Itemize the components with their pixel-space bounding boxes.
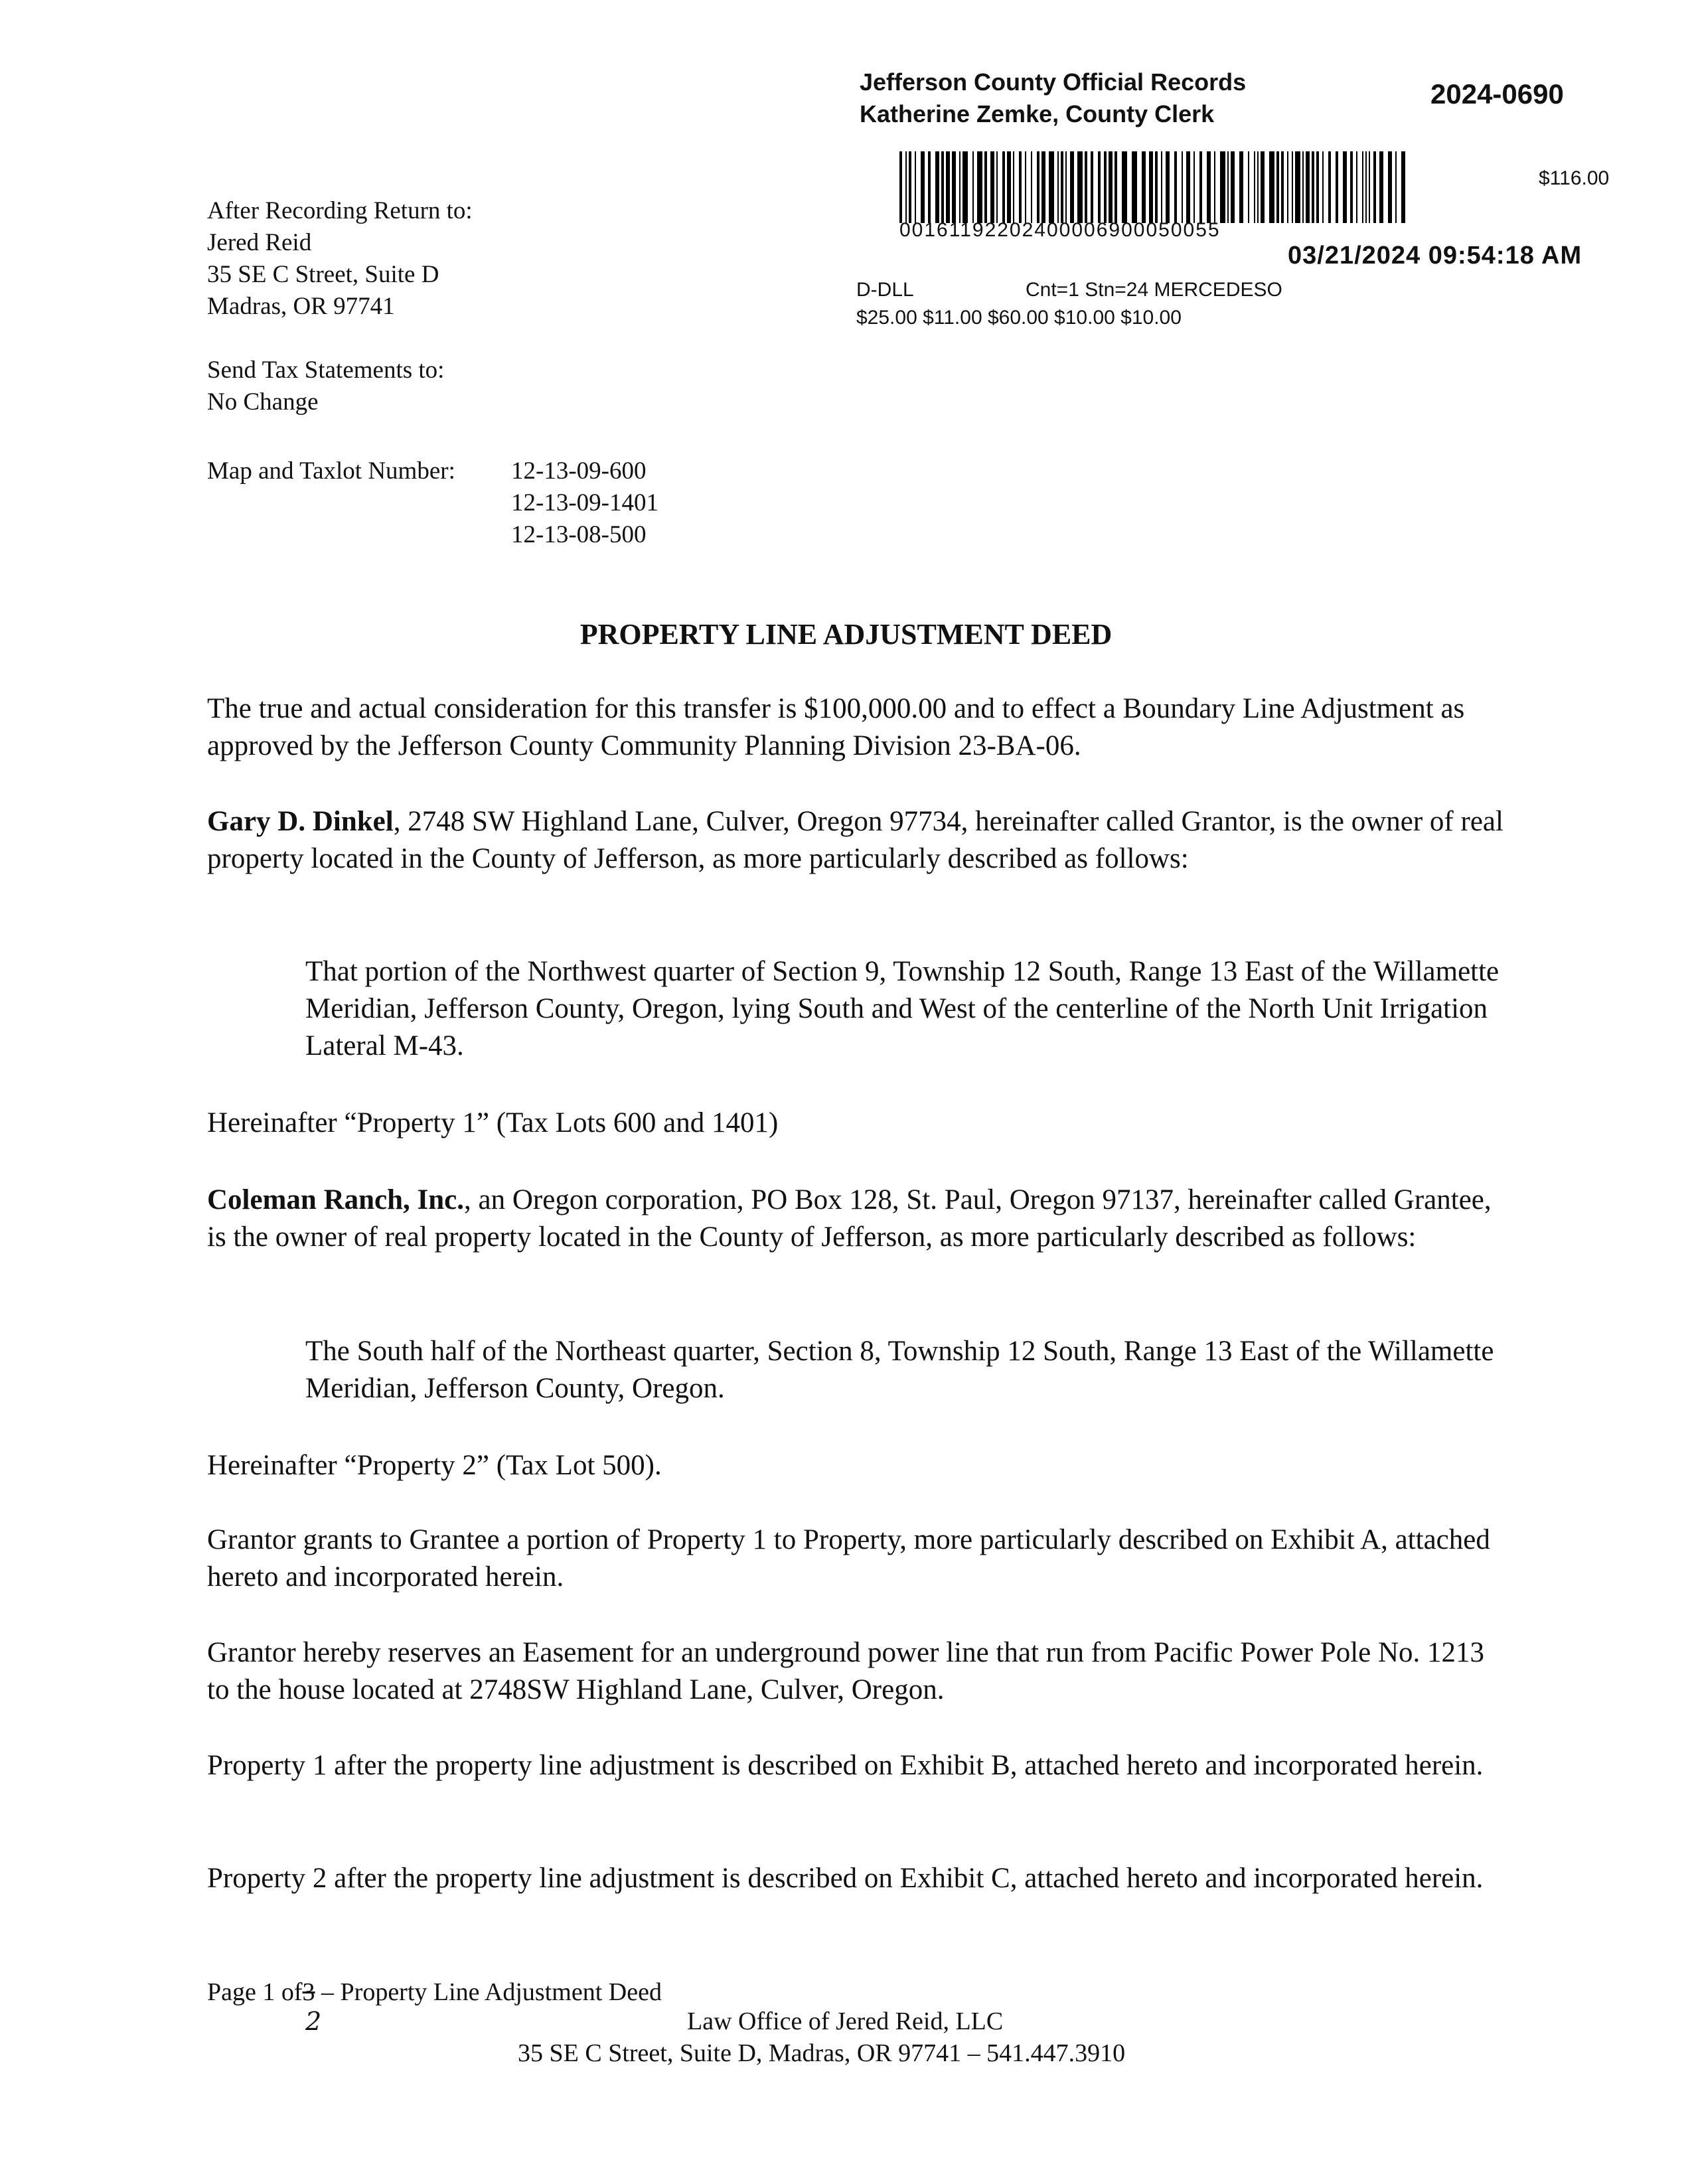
- barcode-bar: [1388, 151, 1392, 223]
- barcode-bar: [1193, 151, 1195, 223]
- easement-paragraph: Grantor hereby reserves an Easement for an underground power line that run from Pacific Power Pole No. 1213 to the house located at 2748SW Highland Lane, Culver, Oregon.: [207, 1637, 1485, 1705]
- barcode-bar: [1002, 151, 1005, 223]
- barcode-bar: [1091, 151, 1093, 223]
- grantor-name: Gary D. Dinkel: [207, 806, 394, 837]
- grantee-paragraph: [207, 1182, 1508, 1256]
- barcode-bar: [928, 151, 931, 223]
- barcode-bar: [1302, 151, 1304, 223]
- barcode-bar: [1261, 151, 1265, 223]
- fee-total: $116.00: [1539, 167, 1610, 189]
- barcode-bar: [1149, 151, 1153, 223]
- barcode-bar: [1316, 151, 1319, 223]
- barcode-bar: [1269, 151, 1274, 223]
- return-to-label: After Recording Return to:: [207, 197, 473, 224]
- recording-fees: $25.00 $11.00 $60.00 $10.00 $10.00: [856, 307, 1182, 329]
- barcode-bar: [1379, 151, 1383, 223]
- return-to-city: Madras, OR 97741: [207, 293, 395, 320]
- barcode-bar: [1287, 151, 1288, 223]
- taxlot-label: Map and Taxlot Number:: [207, 457, 455, 485]
- barcode-bar: [935, 151, 939, 223]
- barcode-bar: [1254, 151, 1255, 223]
- barcode-bar: [1057, 151, 1059, 223]
- recording-datetime: 03/21/2024 09:54:18 AM: [1288, 242, 1582, 270]
- barcode-bar: [905, 151, 907, 223]
- county-clerk: Katherine Zemke, County Clerk: [860, 100, 1215, 127]
- page-total-handwritten: 2: [305, 2007, 322, 2036]
- barcode-bar: [1295, 151, 1300, 223]
- barcode-bar: [1362, 151, 1363, 223]
- barcode-bar: [1061, 151, 1063, 223]
- recording-code: D-DLL: [856, 279, 914, 301]
- taxlot-number: 12-13-08-500: [511, 521, 647, 548]
- barcode-bar: [921, 151, 925, 223]
- barcode-bar: [1328, 151, 1331, 223]
- taxlot-numbers: [511, 455, 658, 551]
- law-firm-address: 35 SE C Street, Suite D, Madras, OR 97741 – 541.447.3910: [518, 2039, 1126, 2067]
- recording-station: Cnt=1 Stn=24 MERCEDESO: [1026, 279, 1282, 301]
- barcode-bar: [1025, 151, 1026, 223]
- barcode-bar: [977, 151, 982, 223]
- barcode-bar: [1350, 151, 1353, 223]
- return-to-street: 35 SE C Street, Suite D: [207, 261, 439, 288]
- barcode-bar: [1098, 151, 1101, 223]
- barcode-bar: [1214, 151, 1215, 223]
- barcode-bar: [972, 151, 974, 223]
- barcode-bar: [996, 151, 998, 223]
- property1-label: Hereinafter “Property 1” (Tax Lots 600 and 1401): [207, 1107, 779, 1138]
- barcode-bar: [1019, 151, 1022, 223]
- page-prefix: Page 1 of: [207, 1978, 303, 2006]
- deed-title: PROPERTY LINE ADJUSTMENT DEED: [579, 618, 1113, 651]
- barcode-bar: [1041, 151, 1045, 223]
- return-to-name: Jered Reid: [207, 229, 312, 256]
- tax-statements-label: Send Tax Statements to:: [207, 356, 445, 384]
- barcode-bar: [1070, 151, 1074, 223]
- barcode-bar: [1065, 151, 1067, 223]
- barcode-bar: [1077, 151, 1083, 223]
- barcode-bar: [984, 151, 987, 223]
- barcode-bar: [1369, 151, 1370, 223]
- barcode-bar: [915, 151, 916, 223]
- barcode-bar: [1281, 151, 1284, 223]
- barcode-bar: [1239, 151, 1243, 223]
- barcode-bar: [1109, 151, 1113, 223]
- barcode-bar: [952, 151, 956, 223]
- barcode-bar: [1174, 151, 1177, 223]
- barcode-bar: [941, 151, 944, 223]
- law-firm-name: Law Office of Jered Reid, LLC: [687, 2007, 1004, 2035]
- barcode-bar: [962, 151, 968, 223]
- barcode-bar: [1207, 151, 1211, 223]
- property2-description: The South half of the Northeast quarter, Section 8, Township 12 South, Range 13 East of the Willamette Meridian, Jefferson County, Oregon.: [305, 1336, 1494, 1404]
- barcode-bar: [1365, 151, 1367, 223]
- grantee-name: Coleman Ranch, Inc.: [207, 1184, 465, 1215]
- recording-office: Jefferson County Official Records: [860, 68, 1247, 96]
- consideration-paragraph: The true and actual consideration for this transfer is $100,000.00 and to effect a Boundary Line Adjustment as approved by the Jefferson County Community Planning Division 23-BA-06.: [207, 693, 1465, 761]
- barcode-bar: [1132, 151, 1137, 223]
- barcode-bar: [1013, 151, 1014, 223]
- grantor-text: , 2748 SW Highland Lane, Culver, Oregon 97734, hereinafter called Grantor, is the owner of real property located in the County of Jefferson, as more particularly described as follows:: [207, 806, 1503, 874]
- barcode-bar: [1182, 151, 1183, 223]
- barcode-bar: [959, 151, 961, 223]
- barcode-bar: [1104, 151, 1107, 223]
- barcode-bar: [1186, 151, 1190, 223]
- barcode-bar: [990, 151, 994, 223]
- barcode-bar: [1312, 151, 1314, 223]
- barcode-bar: [1037, 151, 1039, 223]
- tax-statements-block: [207, 354, 444, 418]
- taxlot-number: 12-13-09-600: [511, 457, 647, 485]
- property2-label: Hereinafter “Property 2” (Tax Lot 500).: [207, 1450, 662, 1481]
- page-number-line: [207, 1976, 662, 2009]
- return-to-block: [207, 195, 473, 323]
- barcode-bar: [1115, 151, 1117, 223]
- barcode-bar: [1199, 151, 1202, 223]
- grant-paragraph: Grantor grants to Grantee a portion of Property 1 to Property, more particularly described on Exhibit A, attached hereto and incorporated herein.: [207, 1524, 1490, 1593]
- page-total-struck: 3: [302, 1978, 315, 2006]
- page-suffix: – Property Line Adjustment Deed: [315, 1978, 662, 2006]
- barcode-bar: [1343, 151, 1347, 223]
- barcode-bar: [909, 151, 911, 223]
- document-number: 2024-0690: [1430, 78, 1564, 110]
- barcode-bar: [1356, 151, 1357, 223]
- property2-after-paragraph: Property 2 after the property line adjustment is described on Exhibit C, attached hereto and incorporated herein.: [207, 1863, 1484, 1894]
- barcode-bar: [1161, 151, 1162, 223]
- property1-after-paragraph: Property 1 after the property line adjustment is described on Exhibit B, attached hereto and incorporated herein.: [207, 1750, 1484, 1781]
- barcode-bar: [1007, 151, 1011, 223]
- barcode-bar: [1155, 151, 1158, 223]
- barcode-bar: [1395, 151, 1397, 223]
- barcode-bar: [899, 151, 902, 223]
- barcode-number: 00161192202400006900050055: [899, 219, 1221, 241]
- barcode-bar: [1142, 151, 1146, 223]
- barcode-bar: [1248, 151, 1249, 223]
- barcode-bar: [1336, 151, 1338, 223]
- barcode-bar: [1276, 151, 1279, 223]
- barcode-bar: [1049, 151, 1054, 223]
- barcode-bar: [1085, 151, 1087, 223]
- barcode-bar: [1166, 151, 1170, 223]
- barcode-bar: [946, 151, 950, 223]
- barcode: [899, 151, 1411, 223]
- barcode-bar: [1227, 151, 1229, 223]
- tax-statements-value: No Change: [207, 388, 319, 416]
- taxlot-number: 12-13-09-1401: [511, 489, 658, 516]
- barcode-bar: [1401, 151, 1405, 223]
- barcode-bar: [1257, 151, 1259, 223]
- barcode-bar: [1373, 151, 1376, 223]
- grantee-text: , an Oregon corporation, PO Box 128, St. Paul, Oregon 97137, hereinafter called Grantee, is the owner of real property located in the County of Jefferson, as more particularly described as follows:: [207, 1184, 1492, 1253]
- barcode-bar: [1322, 151, 1324, 223]
- property1-description: That portion of the Northwest quarter of Section 9, Township 12 South, Range 13 East of the Willamette Meridian, Jefferson County, Oregon, lying South and West of the centerline of the North Unit Irrigation Lateral M-43.: [305, 956, 1500, 1061]
- barcode-bar: [1122, 151, 1127, 223]
- barcode-bar: [1306, 151, 1310, 223]
- grantor-paragraph: [207, 803, 1508, 878]
- barcode-bar: [1220, 151, 1225, 223]
- barcode-bar: [1231, 151, 1235, 223]
- barcode-bar: [1031, 151, 1032, 223]
- barcode-bar: [1292, 151, 1293, 223]
